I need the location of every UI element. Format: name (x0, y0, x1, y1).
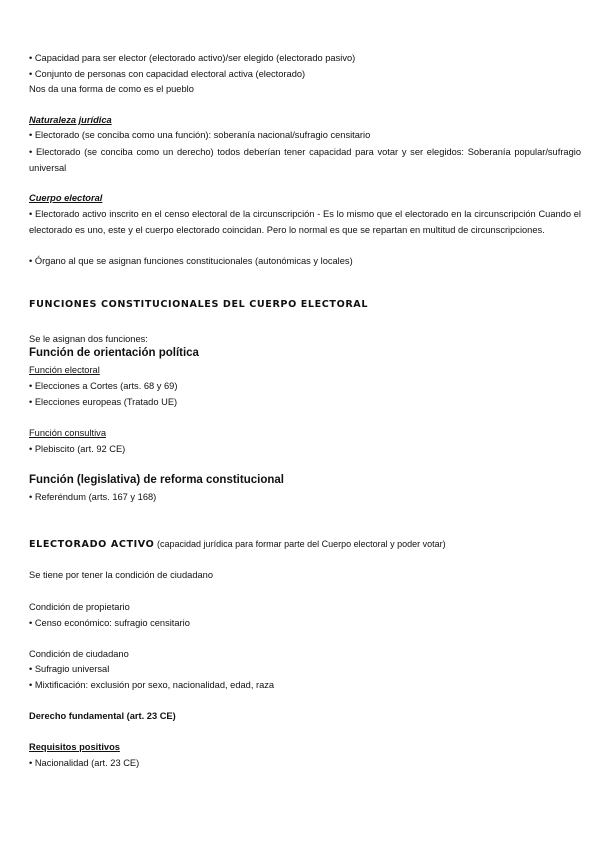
derecho-fundamental: Derecho fundamental (art. 23 CE) (29, 711, 176, 721)
activo-heading: ELECTORADO ACTIVO (29, 539, 155, 550)
electoral-bullet-1: • Elecciones a Cortes (arts. 68 y 69) (29, 381, 178, 391)
naturaleza-bullet-1: • Electorado (se conciba como una función): soberanía nacional/sufragio censitario (29, 130, 371, 140)
consultiva-bullet-1: • Plebiscito (art. 92 CE) (29, 444, 126, 454)
ciudadano-bullet-2: • Mixtificación: exclusión por sexo, nacionalidad, edad, raza (29, 680, 275, 690)
ciudadano-bullet-1: • Sufragio universal (29, 664, 110, 674)
reforma-bullet-1: • Referéndum (arts. 167 y 168) (29, 492, 157, 502)
cuerpo-bullet-2: • Órgano al que se asignan funciones constitucionales (autonómicas y locales) (29, 256, 353, 266)
activo-heading-note: (capacidad jurídica para formar parte del Cuerpo electoral y poder votar) (157, 539, 446, 549)
consultiva-title: Función consultiva (29, 428, 106, 438)
activo-heading-line (29, 538, 446, 551)
requisitos-title: Requisitos positivos (29, 742, 120, 752)
cuerpo-title: Cuerpo electoral (29, 193, 103, 203)
reforma-title: Función (legislativa) de reforma constitucional (29, 474, 284, 486)
funciones-heading: FUNCIONES CONSTITUCIONALES DEL CUERPO ELECTORAL (29, 299, 369, 310)
intro-bullet-1: • Capacidad para ser elector (electorado activo)/ser elegido (electorado pasivo) (29, 53, 356, 63)
activo-text: Se tiene por tener la condición de ciudadano (29, 570, 214, 580)
propietario-title: Condición de propietario (29, 602, 130, 612)
naturaleza-title: Naturaleza jurídica (29, 115, 112, 125)
intro-bullet-2: • Conjunto de personas con capacidad electoral activa (electorado) (29, 69, 306, 79)
orientacion-title: Función de orientación política (29, 347, 199, 359)
naturaleza-bullet-2: • Electorado (se conciba como un derecho) todos deberían tener capacidad para votar y ser elegidos: Soberanía popular/sufragio universal (29, 147, 581, 173)
requisitos-bullet-1: • Nacionalidad (art. 23 CE) (29, 758, 140, 768)
funciones-intro: Se le asignan dos funciones: (29, 334, 148, 344)
electoral-bullet-2: • Elecciones europeas (Tratado UE) (29, 397, 178, 407)
propietario-bullet-1: • Censo económico: sufragio censitario (29, 618, 190, 628)
cuerpo-bullet-1: • Electorado activo inscrito en el censo electoral de la circunscripción - Es lo mismo que el electorado en la circunscripción Cuando el electorado es uno, este y el cuerpo electorado coincidan. Pero lo normal es que se repartan en multitud de circunscripciones. (29, 209, 581, 235)
electoral-title: Función electoral (29, 365, 100, 375)
intro-text: Nos da una forma de como es el pueblo (29, 84, 194, 94)
ciudadano-title: Condición de ciudadano (29, 649, 129, 659)
